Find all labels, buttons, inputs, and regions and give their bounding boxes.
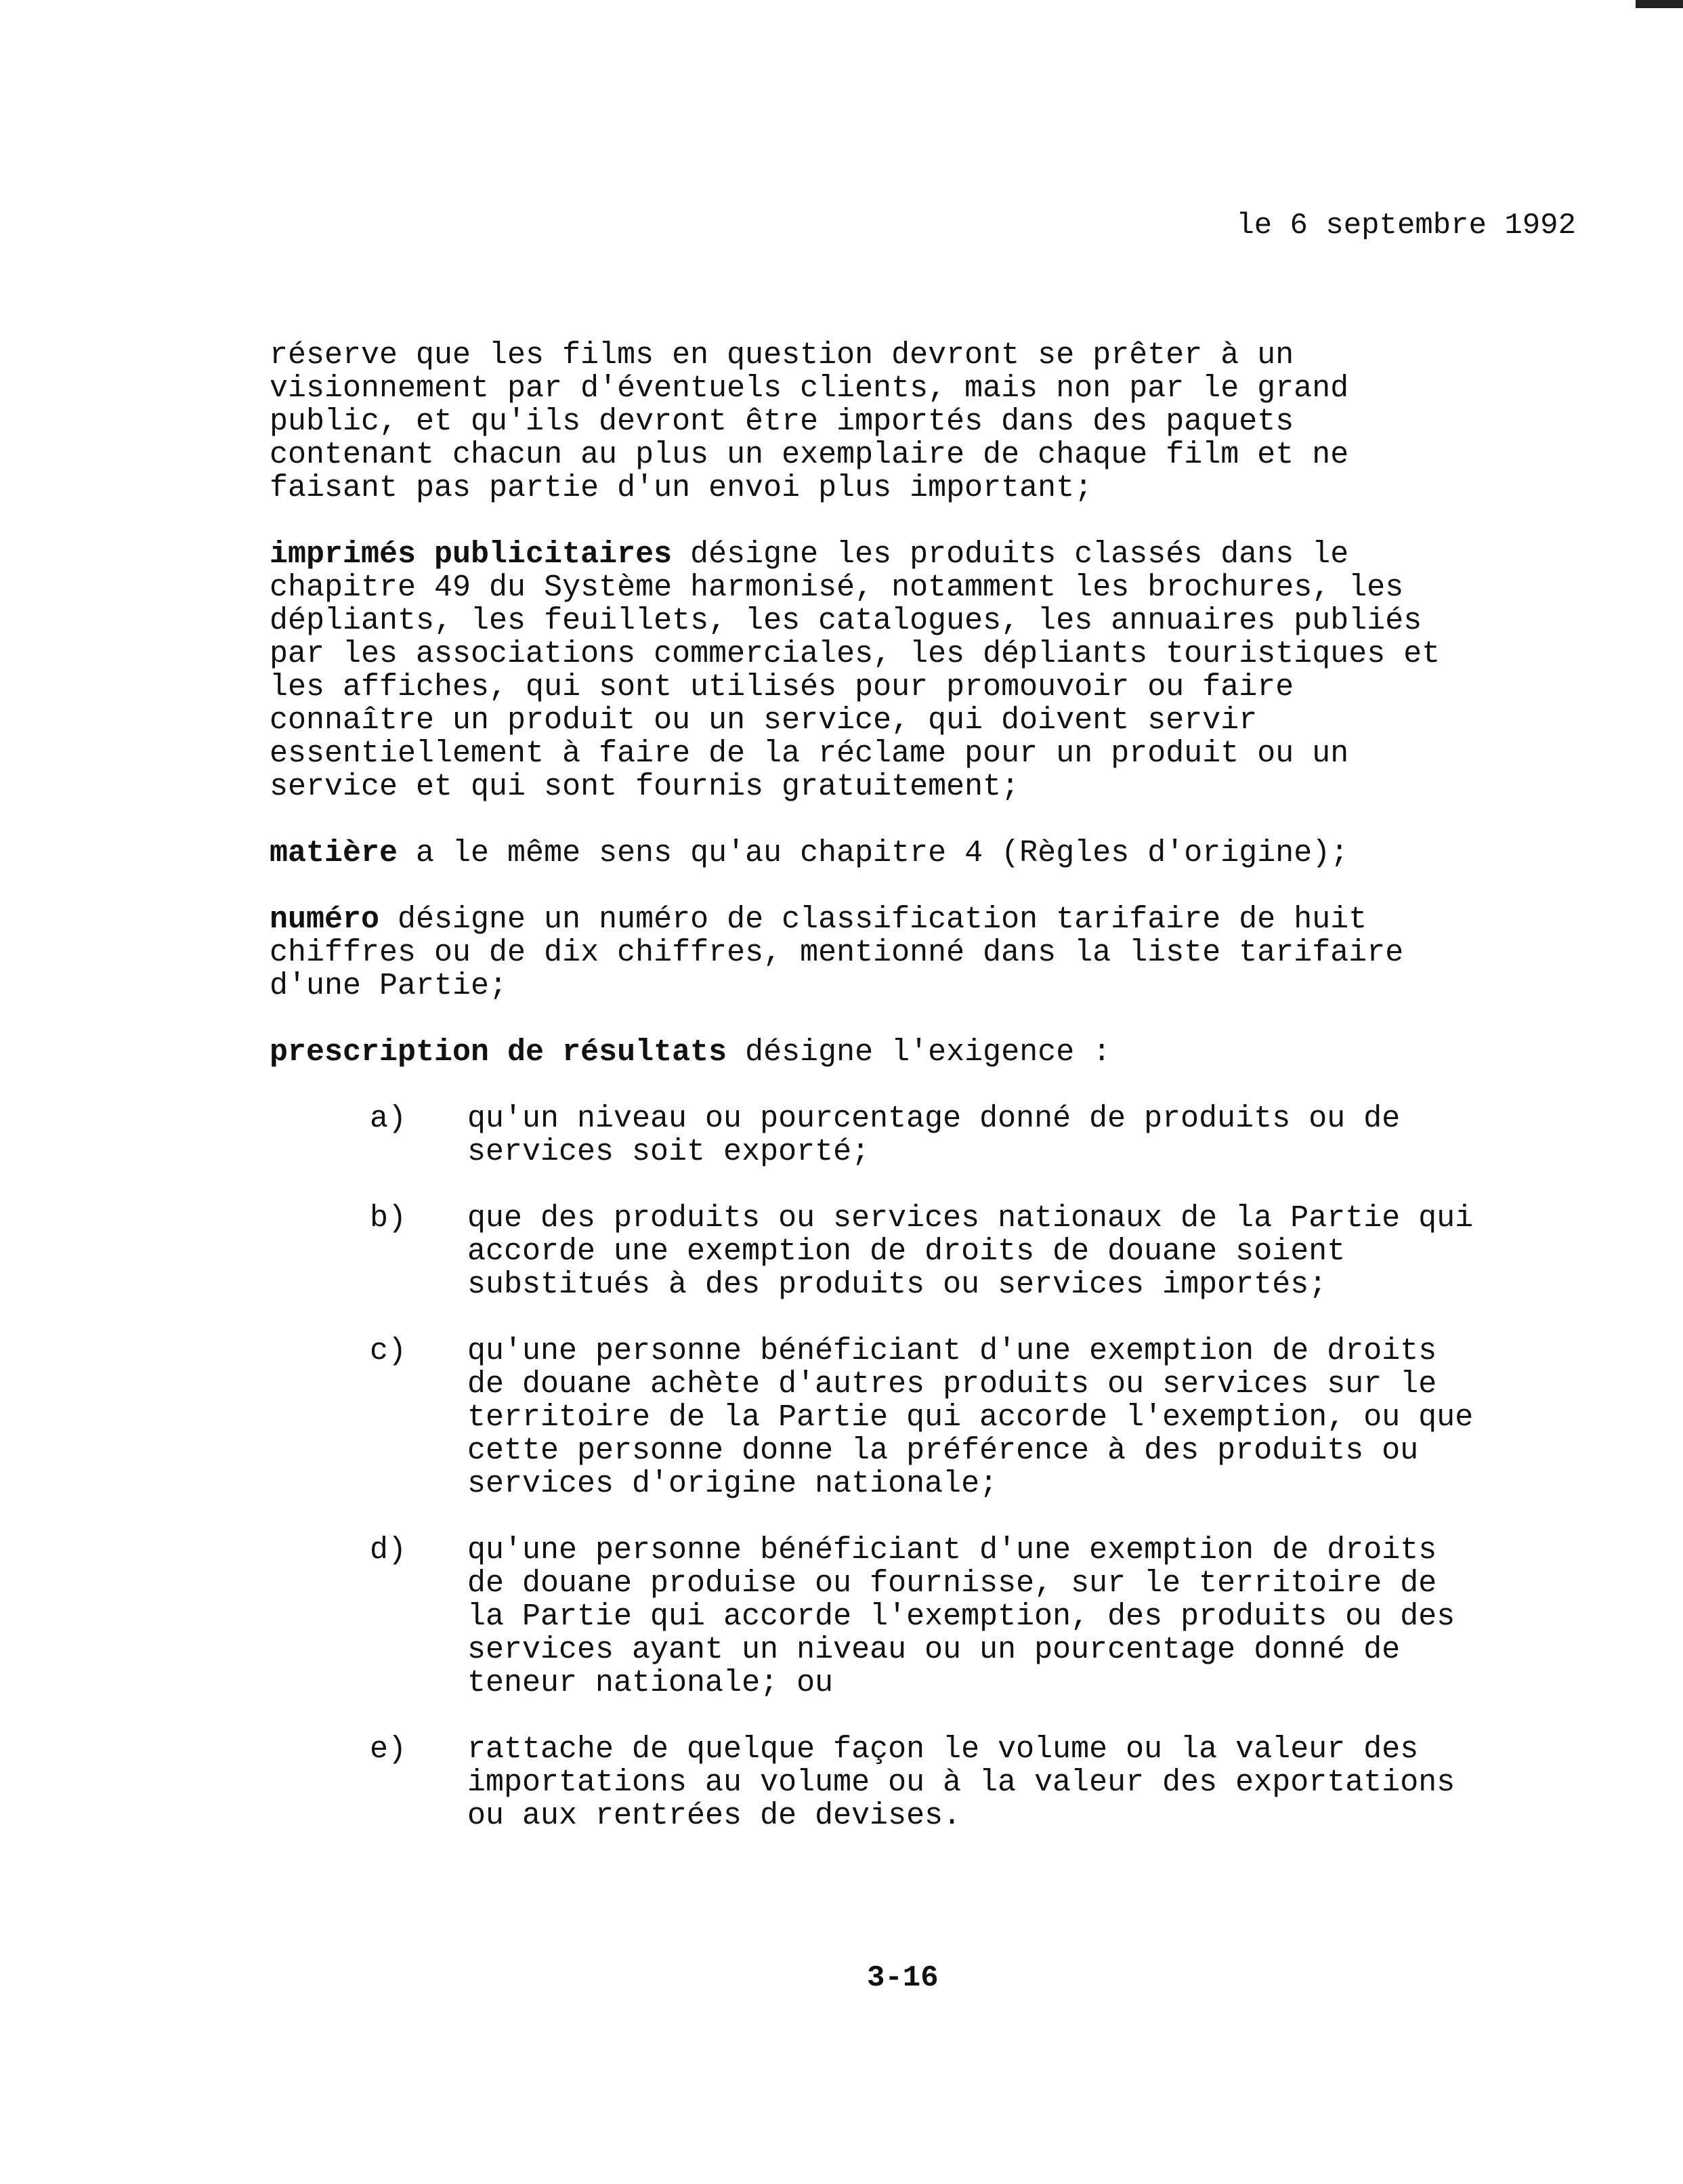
opening-paragraph (270, 339, 1590, 505)
text-line: ou aux rentrées de devises. (467, 1799, 962, 1833)
text-line: services d'origine nationale; (467, 1467, 998, 1501)
text-line: d'une Partie; (270, 969, 508, 1003)
text-line: que des produits ou services nationaux de la Partie qui (467, 1201, 1474, 1236)
definition-term: numéro (270, 902, 380, 937)
text-line: importations au volume ou à la valeur des exportations (467, 1765, 1455, 1800)
text-line: service et qui sont fournis gratuitement; (270, 770, 1020, 804)
text-line: connaître un produit ou un service, qui doivent servir (270, 703, 1258, 738)
list-item (270, 1202, 1590, 1301)
document-body (270, 339, 1590, 1866)
text-line: services soit exporté; (467, 1135, 870, 1169)
text-line: qu'une personne bénéficiant d'une exemption de droits (467, 1533, 1437, 1568)
text-line: territoire de la Partie qui accorde l'exemption, ou que (467, 1400, 1474, 1435)
text-line: accorde une exemption de droits de douane soient (467, 1234, 1346, 1269)
text-line: qu'un niveau ou pourcentage donné de produits ou de (467, 1101, 1401, 1136)
list-item-letter: a) (370, 1101, 407, 1136)
text-line: la Partie qui accorde l'exemption, des produits ou des (467, 1599, 1455, 1634)
text-line: public, et qu'ils devront être importés dans des paquets (270, 404, 1294, 439)
list-item (270, 1102, 1590, 1169)
text-line: réserve que les films en question devront se prêter à un (270, 338, 1294, 373)
definition-numero (270, 903, 1590, 1003)
list-item (270, 1733, 1590, 1832)
definition-text: désigne l'exigence : (727, 1035, 1111, 1070)
definition-text: désigne les produits classés dans le (672, 537, 1349, 572)
scan-mark (1636, 0, 1683, 8)
definition-matiere (270, 837, 1590, 870)
text-line: substitués à des produits ou services importés; (467, 1267, 1327, 1302)
text-line (270, 1036, 1590, 1069)
definition-prescription-de-resultats (270, 1036, 1590, 1069)
text-line: par les associations commerciales, les dépliants touristiques et (270, 637, 1441, 671)
text-line: les affiches, qui sont utilisés pour promouvoir ou faire (270, 670, 1294, 705)
requirements-list (270, 1102, 1590, 1832)
page-number: 3-16 (867, 1961, 939, 1995)
definition-imprimes-publicitaires (270, 538, 1590, 803)
document-date: le 6 septembre 1992 (1236, 209, 1576, 243)
list-item-letter: c) (370, 1334, 407, 1368)
text-line (270, 837, 1590, 870)
definition-term: imprimés publicitaires (270, 537, 673, 572)
definition-text: désigne un numéro de classification tarifaire de huit (379, 902, 1367, 937)
text-line: services ayant un niveau ou un pourcentage donné de (467, 1633, 1401, 1667)
text-line: chiffres ou de dix chiffres, mentionné dans la liste tarifaire (270, 936, 1404, 970)
text-line: teneur nationale; ou (467, 1666, 834, 1700)
definition-text: a le même sens qu'au chapitre 4 (Règles d'origine); (398, 836, 1349, 870)
text-line: contenant chacun au plus un exemplaire de chaque film et ne (270, 438, 1349, 472)
list-item-letter: e) (370, 1732, 407, 1767)
list-item (270, 1534, 1590, 1700)
text-line: cette personne donne la préférence à des produits ou (467, 1433, 1419, 1468)
text-line: rattache de quelque façon le volume ou la valeur des (467, 1732, 1419, 1767)
text-line: visionnement par d'éventuels clients, mais non par le grand (270, 371, 1349, 406)
list-item-letter: b) (370, 1201, 407, 1236)
text-line: faisant pas partie d'un envoi plus important; (270, 471, 1093, 505)
text-line: qu'une personne bénéficiant d'une exemption de droits (467, 1334, 1437, 1368)
list-item (270, 1335, 1590, 1500)
text-line: essentiellement à faire de la réclame pour un produit ou un (270, 736, 1349, 771)
definition-term: matière (270, 836, 398, 870)
text-line: de douane produise ou fournisse, sur le territoire de (467, 1566, 1437, 1601)
definition-term: prescription de résultats (270, 1035, 727, 1070)
text-line (270, 903, 1590, 936)
text-line: de douane achète d'autres produits ou services sur le (467, 1367, 1437, 1402)
text-line: dépliants, les feuillets, les catalogues, les annuaires publiés (270, 604, 1422, 638)
text-line (270, 538, 1590, 571)
text-line: chapitre 49 du Système harmonisé, notamment les brochures, les (270, 570, 1404, 605)
list-item-letter: d) (370, 1533, 407, 1568)
